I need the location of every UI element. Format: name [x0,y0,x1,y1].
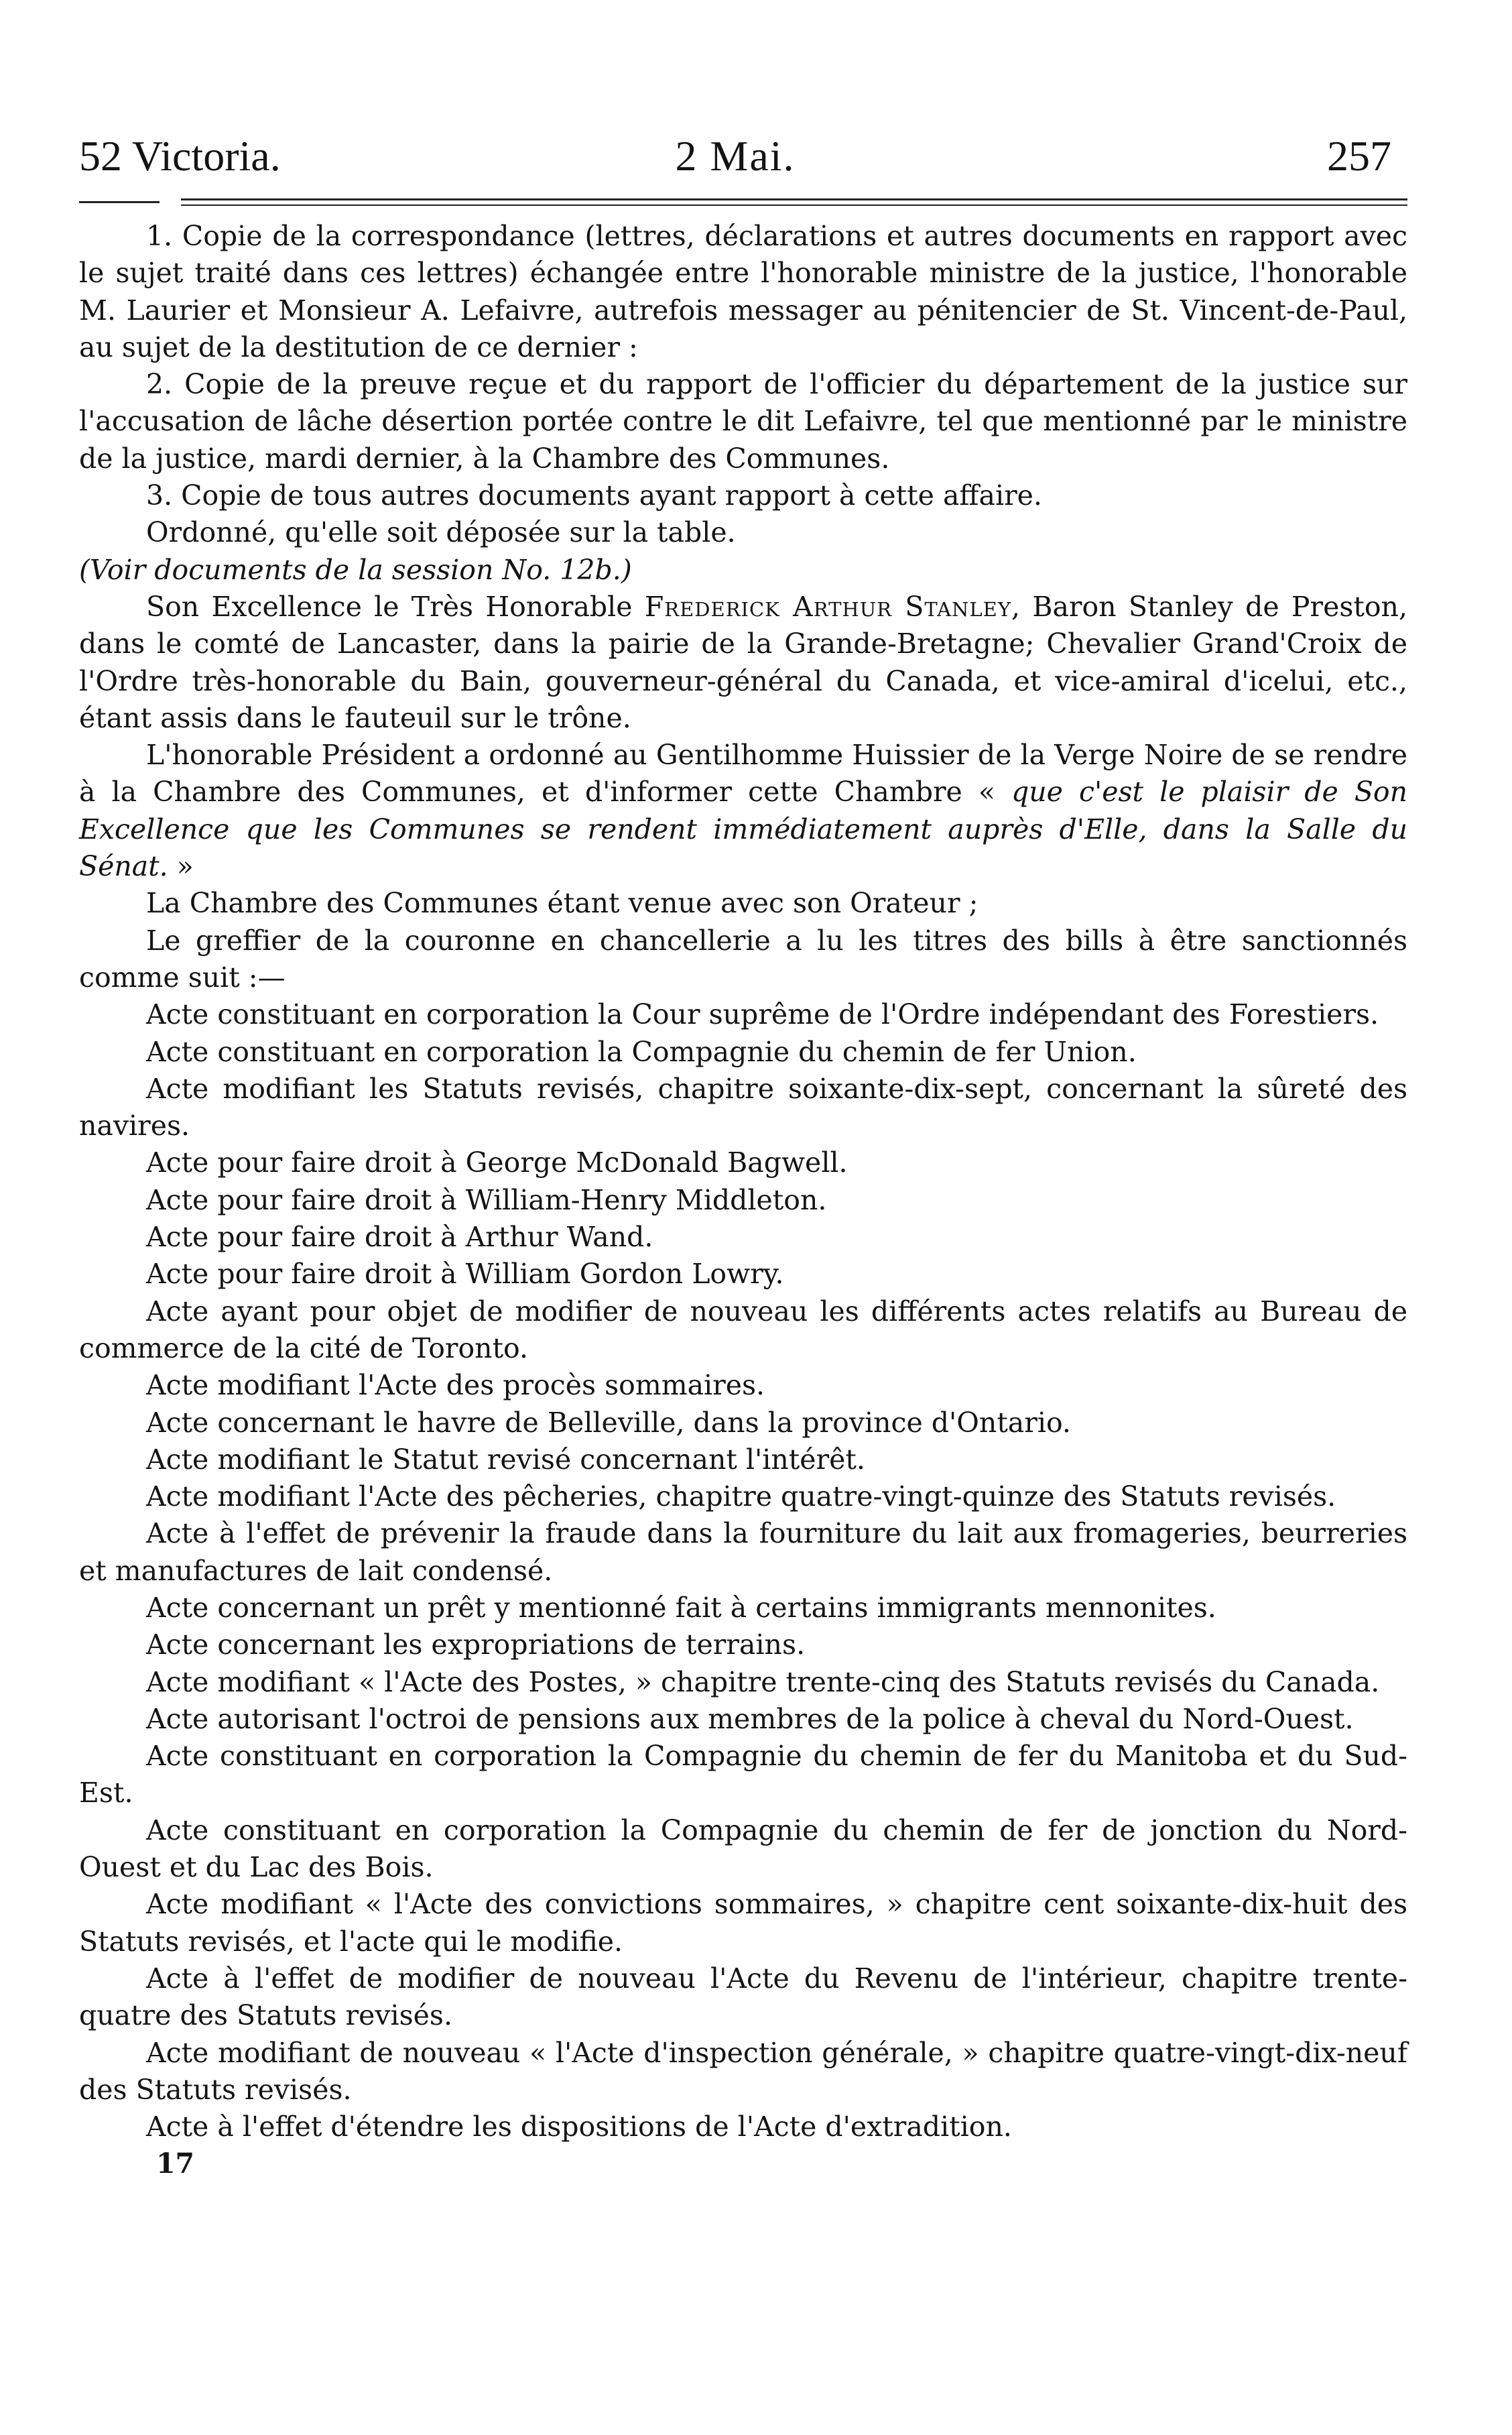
bill-title: Acte modifiant « l'Acte des Postes, » chapitre trente-cinq des Statuts revisés du Canada. [146,1665,1380,1698]
header-rule-bottom [181,204,1407,206]
item-2: 2. Copie de la preuve reçue et du rapport de l'officier du département de la justice sur l'accusation de lâche désertion portée contre le dit Lefaivre, tel que mentionné par le ministre de la justice, mardi dernier, à la Chambre des Communes. [79,368,1407,475]
bill-title: Acte pour faire droit à George McDonald Bagwell. [146,1146,848,1179]
bill-title: Acte modifiant les Statuts revisés, chapitre soixante-dix-sept, concernant la sûreté des navires. [79,1072,1407,1142]
bill-title: Acte constituant en corporation la Compagnie du chemin de fer du Manitoba et du Sud-Est. [79,1740,1407,1809]
bill-title: Acte concernant le havre de Belleville, dans la province d'Ontario. [146,1406,1071,1439]
bill-title: Acte modifiant le Statut revisé concernant l'intérêt. [146,1443,865,1476]
page-number: 257 [1327,132,1391,180]
governor-name: Frederick Arthur Stanley [644,590,1011,623]
header-date: 2 Mai. [675,132,796,180]
voir-documents-note: (Voir documents de la session No. 12b.) [79,553,632,586]
paragraph: Le greffier de la couronne en chancellerie a lu les titres des bills à être sanctionnés comme suit :— [79,924,1407,994]
header-rule-top [181,198,1407,200]
bill-title: Acte ayant pour objet de modifier de nouveau les différents actes relatifs au Bureau de commerce de la cité de Toronto. [79,1295,1407,1364]
header-rule-short [79,201,160,203]
page-body [79,218,1407,2183]
bill-title: Acte modifiant « l'Acte des convictions sommaires, » chapitre cent soixante-dix-huit des Statuts revisés, et l'acte qui le modifie. [79,1888,1407,1958]
running-header [79,114,1391,181]
excellence-start: Son Excellence le Très Honorable [146,590,645,623]
bill-title: Acte modifiant l'Acte des pêcheries, chapitre quatre-vingt-quinze des Statuts revisés. [146,1480,1336,1513]
item-3: 3. Copie de tous autres documents ayant rapport à cette affaire. [146,479,1042,512]
excellence-paragraph [79,589,1407,737]
excellence-rest: , Baron Stanley de Preston, dans le comté de Lancaster, dans la pairie de la Grande-Bretagne; Chevalier Grand'Croix de l'Ordre très-honorable du Bain, gouverneur-général du Canada, et vice-amiral d'icelui, etc., étant assis dans le fauteuil sur le trône. [79,590,1407,734]
ordered-paragraph: Ordonné, qu'elle soit déposée sur la table. [146,516,736,549]
president-quote: que c'est le plaisir de Son Excellence que les Communes se rendent immédiatement auprès d'Elle, dans la Salle du Sénat. [79,776,1407,883]
bill-title: Acte à l'effet de prévenir la fraude dans la fourniture du lait aux fromageries, beurreries et manufactures de lait condensé. [79,1517,1407,1587]
bill-title: Acte pour faire droit à William Gordon Lowry. [146,1258,784,1291]
bill-title: Acte concernant un prêt y mentionné fait à certains immigrants mennonites. [146,1591,1216,1624]
bill-title: Acte modifiant l'Acte des procès sommaires. [146,1369,765,1402]
president-text: L'honorable Président a ordonné au Gentilhomme Huissier de la Verge Noire de se rendre à la Chambre des Communes, et d'informer cette Chambre « [79,739,1407,809]
bill-title: Acte concernant les expropriations de terrains. [146,1628,806,1661]
item-1: 1. Copie de la correspondance (lettres, déclarations et autres documents en rapport avec le sujet traité dans ces lettres) échangée entre l'honorable ministre de la justice, l'honorable M. Laurier et Monsieur A. Lefaivre, autrefois messager au pénitencier de St. Vincent-de-Paul, au sujet de la destitution de ce dernier : [79,220,1407,363]
president-paragraph [79,737,1407,885]
bill-title: Acte modifiant de nouveau « l'Acte d'inspection générale, » chapitre quatre-vingt-dix-neuf des Statuts revisés. [79,2036,1407,2106]
header-reign: 52 Victoria. [79,132,281,180]
paragraph: La Chambre des Communes étant venue avec son Orateur ; [146,887,979,920]
bill-title: Acte à l'effet d'étendre les dispositions de l'Acte d'extradition. [146,2111,1012,2143]
bill-title: Acte pour faire droit à William-Henry Middleton. [146,1183,827,1216]
bill-title: Acte constituant en corporation la Compagnie du chemin de fer de jonction du Nord-Ouest et du Lac des Bois. [79,1814,1407,1884]
bill-title: Acte autorisant l'octroi de pensions aux membres de la police à cheval du Nord-Ouest. [146,1702,1354,1735]
bill-title: Acte à l'effet de modifier de nouveau l'Acte du Revenu de l'intérieur, chapitre trente-quatre des Statuts revisés. [79,1962,1407,2032]
bill-title: Acte constituant en corporation la Cour suprême de l'Ordre indépendant des Forestiers. [146,998,1379,1031]
signature-mark: 17 [156,2147,195,2180]
bill-title: Acte pour faire droit à Arthur Wand. [146,1221,653,1254]
president-end: » [168,850,194,883]
bill-title: Acte constituant en corporation la Compagnie du chemin de fer Union. [146,1035,1137,1068]
